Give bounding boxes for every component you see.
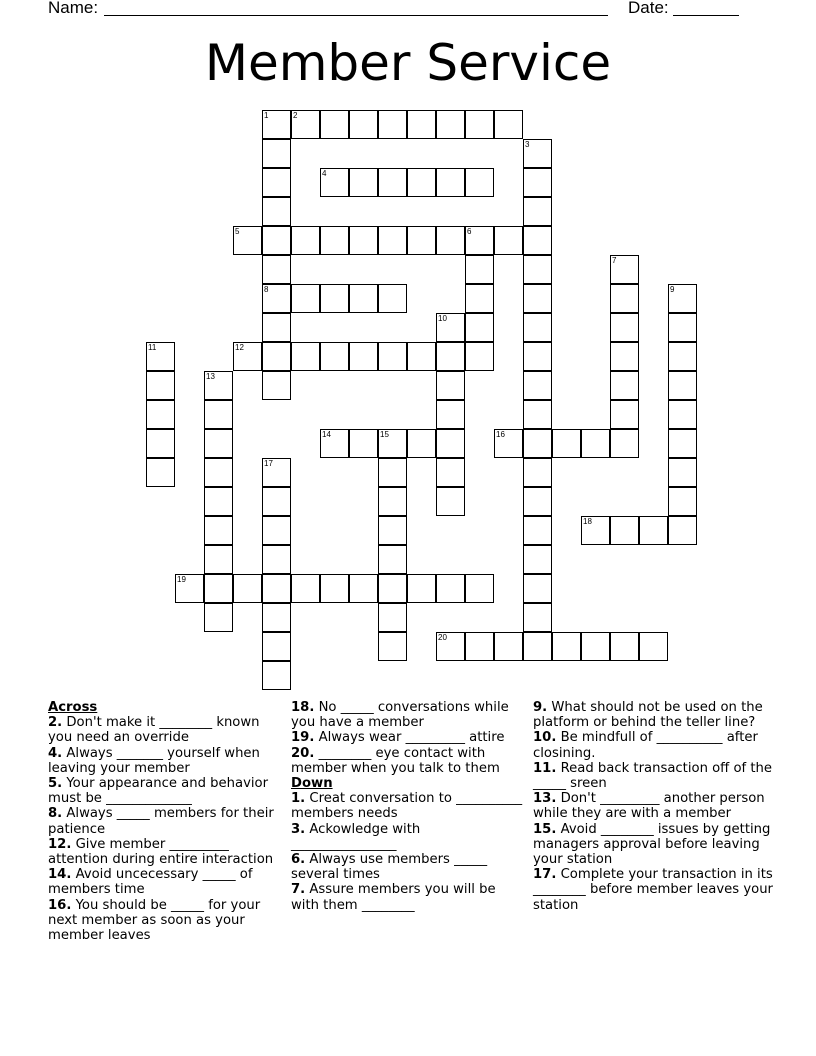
grid-cell[interactable] [610,400,639,429]
grid-cell[interactable] [204,574,233,603]
clue-number: 16 [496,430,505,439]
grid-cell[interactable] [407,168,436,197]
grid-cell[interactable] [378,110,407,139]
clue-item [533,761,773,791]
grid-cell[interactable] [262,139,291,168]
clue-item-number: 2. [48,715,63,731]
clue-item-text: Avoid uncecessary _____ of members time [48,867,253,898]
clue-item-number: 16. [48,897,72,913]
grid-cell[interactable] [436,226,465,255]
grid-cell[interactable] [262,197,291,226]
grid-cell[interactable] [523,632,552,661]
clue-item-text: Always wear _________ attire [314,730,505,746]
grid-cell[interactable] [204,603,233,632]
grid-cell[interactable] [523,139,552,168]
clue-item [48,867,284,897]
clue-item-number: 20. [291,745,315,761]
grid-cell[interactable] [378,574,407,603]
clue-number: 15 [380,430,389,439]
grid-cell[interactable] [204,545,233,574]
grid-cell[interactable] [146,429,175,458]
grid-cell[interactable] [204,516,233,545]
page-title: Member Service [204,34,612,92]
clue-item-number: 5. [48,776,63,792]
grid-cell[interactable] [378,284,407,313]
grid-cell[interactable] [610,313,639,342]
grid-cell[interactable] [610,255,639,284]
across-heading: Across [48,700,98,715]
grid-cell[interactable] [668,429,697,458]
across-clue-list [48,715,284,943]
grid-cell[interactable] [523,168,552,197]
across-clue-list-continued [291,700,523,776]
clues-column-2 [291,700,523,913]
clue-item-text: Don't _________ another person while they are with a member [533,791,765,822]
clue-item [48,898,284,944]
down-clue-list-continued [533,700,773,913]
grid-cell[interactable] [436,400,465,429]
clue-item-text: Always use members _____ several times [291,852,488,883]
grid-cell[interactable] [204,400,233,429]
grid-cell[interactable] [552,429,581,458]
grid-cell[interactable] [378,458,407,487]
grid-cell[interactable] [668,342,697,371]
grid-cell[interactable] [610,342,639,371]
grid-cell[interactable] [262,371,291,400]
grid-cell[interactable] [581,429,610,458]
clue-item-text: What should not be used on the platform or behind the teller line? [533,700,763,731]
clue-item [533,822,773,868]
clue-number: 7 [612,256,617,265]
grid-cell[interactable] [291,110,320,139]
grid-cell[interactable] [378,168,407,197]
grid-cell[interactable] [378,487,407,516]
clue-item-text: Don't make it ________ known you need an override [48,715,260,746]
grid-cell[interactable] [204,371,233,400]
grid-cell[interactable] [523,197,552,226]
grid-cell[interactable] [610,371,639,400]
grid-cell[interactable] [407,574,436,603]
clue-item-text: Be mindfull of __________ after closining. [533,730,758,761]
grid-cell[interactable] [349,110,378,139]
grid-cell[interactable] [262,545,291,574]
clues-column-1 [48,700,284,943]
clue-number: 14 [322,430,331,439]
clue-item-text: Creat conversation to __________ members needs [291,791,523,822]
grid-cell[interactable] [262,342,291,371]
grid-cell[interactable] [523,371,552,400]
grid-cell[interactable] [668,458,697,487]
clue-item-text: Assure members you will be with them ________ [291,882,496,913]
grid-cell[interactable] [407,429,436,458]
grid-cell[interactable] [436,487,465,516]
grid-cell[interactable] [378,632,407,661]
grid-cell[interactable] [378,516,407,545]
grid-cell[interactable] [523,516,552,545]
grid-cell[interactable] [581,632,610,661]
grid-cell[interactable] [523,574,552,603]
grid-cell[interactable] [407,226,436,255]
grid-cell[interactable] [465,168,494,197]
grid-cell[interactable] [436,632,465,661]
clue-number: 9 [670,285,675,294]
grid-cell[interactable] [233,574,262,603]
grid-cell[interactable] [349,429,378,458]
grid-cell[interactable] [523,342,552,371]
clue-number: 19 [177,575,186,584]
grid-cell[interactable] [233,226,262,255]
grid-cell[interactable] [436,429,465,458]
grid-cell[interactable] [320,574,349,603]
grid-cell[interactable] [436,458,465,487]
grid-cell[interactable] [523,458,552,487]
grid-cell[interactable] [668,371,697,400]
grid-cell[interactable] [262,255,291,284]
grid-cell[interactable] [523,429,552,458]
grid-cell[interactable] [436,110,465,139]
grid-cell[interactable] [378,545,407,574]
clue-item [533,730,773,760]
grid-cell[interactable] [465,226,494,255]
clue-item-text: Always _____ members for their patience [48,806,274,837]
clue-item-number: 6. [291,852,306,868]
grid-cell[interactable] [523,284,552,313]
clue-number: 1 [264,111,269,120]
grid-cell[interactable] [581,516,610,545]
grid-cell[interactable] [262,661,291,690]
clue-item [48,776,284,806]
grid-cell[interactable] [291,574,320,603]
clue-number: 11 [148,343,157,352]
grid-cell[interactable] [552,632,581,661]
grid-cell[interactable] [523,400,552,429]
clue-item-number: 9. [533,700,548,715]
clue-item-number: 18. [291,700,315,715]
clue-number: 8 [264,285,269,294]
grid-cell[interactable] [610,632,639,661]
clue-item [291,822,523,852]
grid-cell[interactable] [465,284,494,313]
clue-item-text: Complete your transaction in its ________ before member leaves your station [533,867,773,913]
grid-cell[interactable] [320,342,349,371]
grid-cell[interactable] [436,574,465,603]
grid-cell[interactable] [378,342,407,371]
clue-item [291,791,523,821]
grid-cell[interactable] [204,429,233,458]
grid-cell[interactable] [465,342,494,371]
clue-item-text: Avoid ________ issues by getting managers approval before leaving your station [533,821,771,868]
down-heading: Down [291,776,333,792]
clue-item-text: Always _______ yourself when leaving your member [48,745,260,776]
grid-cell[interactable] [146,458,175,487]
clue-item [48,715,284,745]
grid-cell[interactable] [407,110,436,139]
grid-cell[interactable] [436,313,465,342]
clue-item-number: 11. [533,760,557,776]
clues-column-3 [533,700,773,913]
clue-item-number: 4. [48,745,63,761]
grid-cell[interactable] [233,342,262,371]
clue-item [533,791,773,821]
name-label: Name: [48,0,99,17]
clue-number: 2 [293,111,298,120]
clue-item-text: You should be _____ for your next member as soon as your member leaves [48,897,261,944]
grid-cell[interactable] [262,313,291,342]
grid-cell[interactable] [668,313,697,342]
clue-item-number: 1. [291,791,306,807]
grid-cell[interactable] [320,429,349,458]
clue-item-text: Ackowledge with ________________ [291,821,421,852]
grid-cell[interactable] [465,574,494,603]
grid-cell[interactable] [378,226,407,255]
grid-cell[interactable] [146,371,175,400]
clue-item [291,700,523,730]
date-label: Date: [628,0,669,17]
grid-cell[interactable] [320,226,349,255]
grid-cell[interactable] [204,487,233,516]
grid-cell[interactable] [668,400,697,429]
clue-item-text: ________ eye contact with member when you talk to them [291,745,500,776]
clue-item [291,746,523,776]
clue-number: 18 [583,517,592,526]
clue-item-number: 12. [48,836,72,852]
clue-number: 10 [438,314,447,323]
clue-number: 17 [264,459,273,468]
grid-cell[interactable] [668,516,697,545]
grid-cell[interactable] [668,284,697,313]
grid-cell[interactable] [262,284,291,313]
clue-item [291,730,523,745]
grid-cell[interactable] [262,168,291,197]
clue-item-number: 17. [533,867,557,883]
grid-cell[interactable] [204,458,233,487]
clue-item-text: Give member _________ attention during entire interaction [48,836,274,868]
grid-cell[interactable] [262,632,291,661]
grid-cell[interactable] [349,226,378,255]
grid-cell[interactable] [349,574,378,603]
grid-cell[interactable] [436,342,465,371]
clue-item-number: 7. [291,882,306,898]
grid-cell[interactable] [465,110,494,139]
clue-number: 3 [525,140,530,149]
grid-cell[interactable] [639,516,668,545]
grid-cell[interactable] [262,516,291,545]
clue-number: 4 [322,169,327,178]
grid-cell[interactable] [465,255,494,284]
grid-cell[interactable] [494,429,523,458]
grid-cell[interactable] [610,516,639,545]
grid-cell[interactable] [262,574,291,603]
grid-cell[interactable] [262,487,291,516]
grid-cell[interactable] [262,458,291,487]
grid-cell[interactable] [436,168,465,197]
grid-cell[interactable] [349,168,378,197]
grid-cell[interactable] [668,487,697,516]
grid-cell[interactable] [291,284,320,313]
grid-cell[interactable] [320,168,349,197]
clue-number: 20 [438,633,447,642]
grid-cell[interactable] [523,545,552,574]
grid-cell[interactable] [523,255,552,284]
grid-cell[interactable] [291,342,320,371]
grid-cell[interactable] [262,110,291,139]
grid-cell[interactable] [523,226,552,255]
grid-cell[interactable] [349,284,378,313]
grid-cell[interactable] [523,603,552,632]
grid-cell[interactable] [639,632,668,661]
grid-cell[interactable] [146,400,175,429]
clue-item-text: Read back transaction off of the _____ sreen [533,760,773,792]
grid-cell[interactable] [378,603,407,632]
grid-cell[interactable] [146,342,175,371]
grid-cell[interactable] [494,110,523,139]
clue-item [48,746,284,776]
grid-cell[interactable] [465,632,494,661]
clue-item-number: 13. [533,791,557,807]
grid-cell[interactable] [349,342,378,371]
clue-item [533,700,773,730]
grid-cell[interactable] [436,371,465,400]
clue-item [291,852,523,882]
grid-cell[interactable] [523,487,552,516]
clue-item [533,867,773,913]
clue-item-text: No _____ conversations while you have a member [291,700,509,731]
grid-cell[interactable] [610,284,639,313]
grid-cell[interactable] [523,313,552,342]
grid-cell[interactable] [465,313,494,342]
grid-cell[interactable] [262,226,291,255]
clue-number: 5 [235,227,240,236]
down-clue-list [291,791,523,913]
grid-cell[interactable] [378,429,407,458]
grid-cell[interactable] [262,603,291,632]
clue-item-text: Your appearance and behavior must be _____________ [48,776,269,807]
clue-number: 12 [235,343,244,352]
grid-cell[interactable] [320,110,349,139]
grid-cell[interactable] [175,574,204,603]
clue-item-number: 19. [291,730,315,746]
clue-number: 6 [467,227,472,236]
grid-cell[interactable] [407,342,436,371]
clue-item-number: 15. [533,821,557,837]
clue-item [291,882,523,912]
grid-cell[interactable] [320,284,349,313]
clue-number: 13 [206,372,215,381]
clue-item [48,837,284,867]
clue-item-number: 10. [533,730,557,746]
grid-cell[interactable] [291,226,320,255]
grid-cell[interactable] [494,226,523,255]
grid-cell[interactable] [610,429,639,458]
clue-item-number: 3. [291,821,306,837]
clue-item-number: 14. [48,867,72,883]
clue-item-number: 8. [48,806,63,822]
clue-item [48,806,284,836]
grid-cell[interactable] [494,632,523,661]
